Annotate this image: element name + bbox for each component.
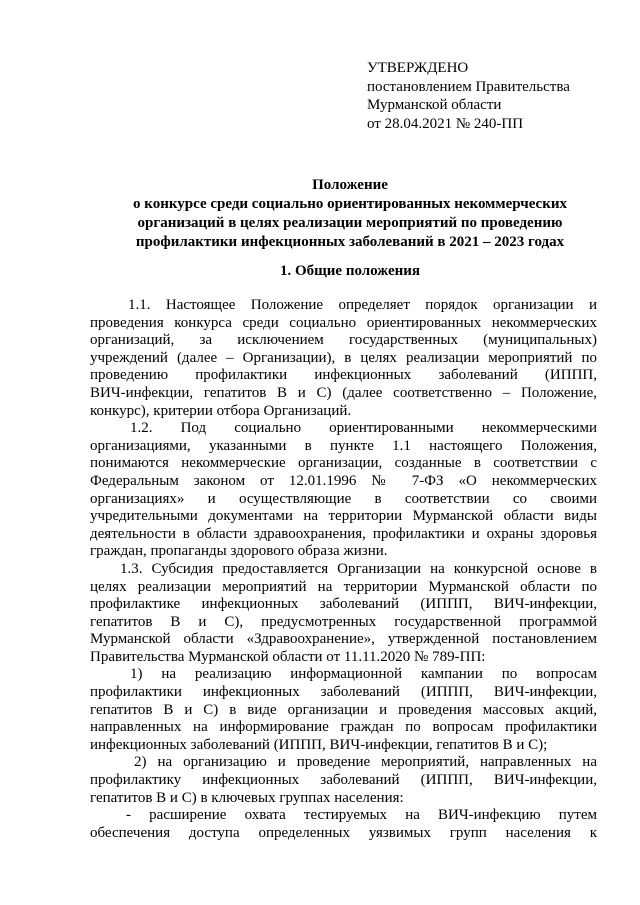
body-line: деятельности в области здравоохранения, профилактики и охраны здоровья [90,525,597,542]
body-line: Правительства Мурманской области от 11.11.2020 № 789-ПП: [90,648,486,665]
title-line: Положение [312,177,388,193]
body-line: гепатитов В и С), предусмотренных государственной программой [90,613,597,630]
body-line: учреждений (далее – Организации), в целях реализации мероприятий по [90,349,597,366]
body-line: организациях» и осуществляющие в соответствии со своими [90,490,597,507]
body-line: Мурманской области «Здравоохранение», утвержденной постановлением [90,631,597,648]
approval-line: Мурманской области [367,97,502,113]
approval-stamp [367,59,617,133]
body-line: конкурс), критерии отбора Организаций. [90,402,352,419]
body-line: граждан, пропаганды здорового образа жизни. [90,543,388,560]
body-line: профилактике инфекционных заболеваний (ИППП, ВИЧ-инфекции, [90,596,597,613]
body-line: учредительными документами на территории Мурманской области виды [90,508,597,525]
title-line: профилактики инфекционных заболеваний в 2021 – 2023 годах [135,234,565,250]
body-line: - расширение охвата тестируемых на ВИЧ-инфекцию путем [126,807,597,824]
approval-line: УТВЕРЖДЕНО [367,60,469,76]
title-line: организаций в целях реализации мероприятий по проведению [137,215,563,231]
section-heading: 1. Общие положения [279,263,421,279]
body-line: 1.1. Настоящее Положение определяет порядок организации и [128,297,597,313]
body-line: 1.2. Под социально ориентированными некоммерческими [130,420,597,437]
body-line: обеспечения доступа определенных уязвимых групп населения к [90,824,597,841]
body-line: гепатитов В и С) в ключевых группах населения: [90,789,404,806]
body-line: 1.3. Субсидия предоставляется Организации на конкурсной основе в [120,560,597,577]
body-line: 1) на реализацию информационной кампании по вопросам [130,666,597,683]
body-line: организациями, указанными в пункте 1.1 настоящего Положения, [90,437,597,454]
body-line: организаций, за исключением государственных (муниципальных) [90,332,597,349]
body-line: Федеральным законом от 12.01.1996 № 7-ФЗ «О некоммерческих [90,472,597,489]
body-line: 2) на организацию и проведение мероприятий, направленных на [134,754,597,771]
body-line: понимаются некоммерческие организации, созданные в соответствии с [90,455,597,472]
body-line: проведения конкурса среди социально ориентированных некоммерческих [90,314,597,331]
document-body [90,297,597,842]
approval-line: от 28.04.2021 № 240-ПП [367,115,524,132]
title-line: о конкурсе среди социально ориентированных некоммерческих [133,196,567,212]
body-line: инфекционных заболеваний (ИППП, ВИЧ-инфекции, гепатитов В и С); [90,736,548,753]
body-line: ВИЧ-инфекции, гепатитов В и С) (далее соответственно – Положение, [90,384,597,401]
body-line: гепатитов В и С) в виде организации и проведения массовых акций, [90,701,597,718]
document-title [90,176,610,252]
body-line: направленных на информирование граждан по вопросам профилактики [90,719,597,736]
body-line: проведению профилактики инфекционных заболеваний (ИППП, [90,367,597,384]
approval-line: постановлением Правительства [367,78,570,95]
body-line: целях реализации мероприятий на территории Мурманской области по [90,578,597,595]
body-line: профилактику инфекционных заболеваний (ИППП, ВИЧ-инфекции, [90,772,597,789]
body-line: профилактики инфекционных заболеваний (ИППП, ВИЧ-инфекции, [90,684,597,701]
